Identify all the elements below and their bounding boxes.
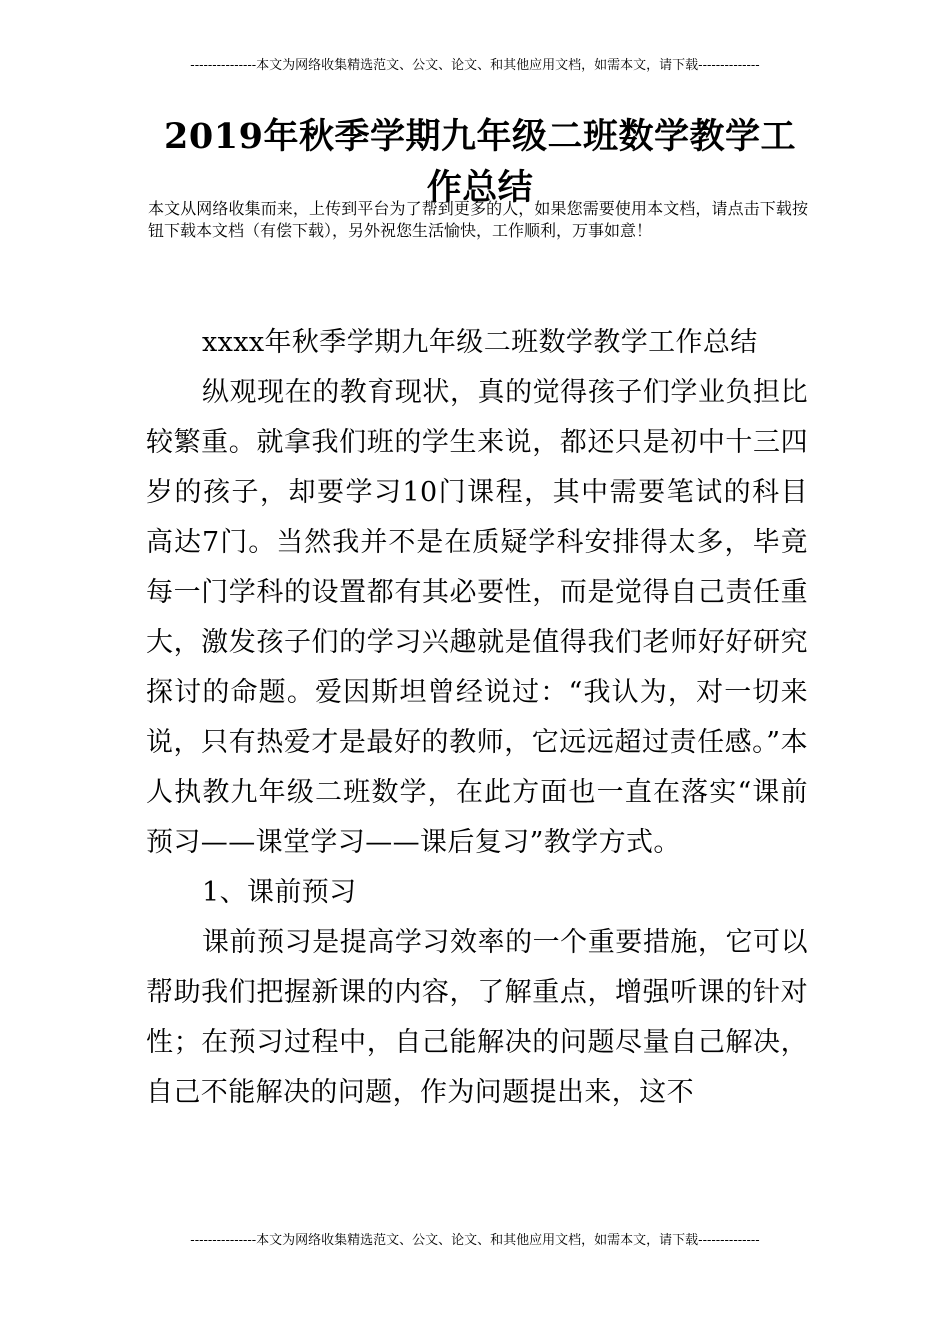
body-paragraph: 纵观现在的教育现状，真的觉得孩子们学业负担比较繁重。就拿我们班的学生来说，都还只是初中十三四岁的孩子，却要学习10门课程，其中需要笔试的科目高达7门。当然我并不是在质疑学科安排得太多，毕竟每一门学科的设置都有其必要性，而是觉得自己责任重大，激发孩子们的学习兴趣就是值得我们老师好好研究探讨的命题。爱因斯坦曾经说过：“我认为，对一切来说，只有热爱才是最好的教师，它远远超过责任感。”本人执教九年级二班数学，在此方面也一直在落实“课前预习——课堂学习——课后复习”教学方式。 — [146, 377, 808, 858]
body-paragraph: 课前预习是提高学习效率的一个重要措施，它可以帮助我们把握新课的内容，了解重点，增强听课的针对性；在预习过程中，自己能解决的问题尽量自己解决，自己不能解决的问题，作为问题提出来，这不 — [146, 927, 808, 1108]
document-title: 2019年秋季学期九年级二班数学教学工作总结 — [164, 116, 796, 209]
page-footer-banner: ---------------本文为网络收集精选范文、公文、论文、和其他应用文档，如需本文，请下载-------------- — [190, 1233, 760, 1248]
document-body — [146, 318, 808, 1118]
download-notice: 本文从网络收集而来，上传到平台为了帮到更多的人，如果您需要使用本文档，请点击下载按钮下载本文档（有偿下载），另外祝您生活愉快，工作顺利，万事如意！ — [148, 199, 808, 240]
page-header-banner: ---------------本文为网络收集精选范文、公文、论文、和其他应用文档，如需本文，请下载-------------- — [190, 58, 760, 73]
section-heading: 1、课前预习 — [202, 877, 357, 908]
body-subtitle: xxxx年秋季学期九年级二班数学教学工作总结 — [202, 327, 758, 358]
